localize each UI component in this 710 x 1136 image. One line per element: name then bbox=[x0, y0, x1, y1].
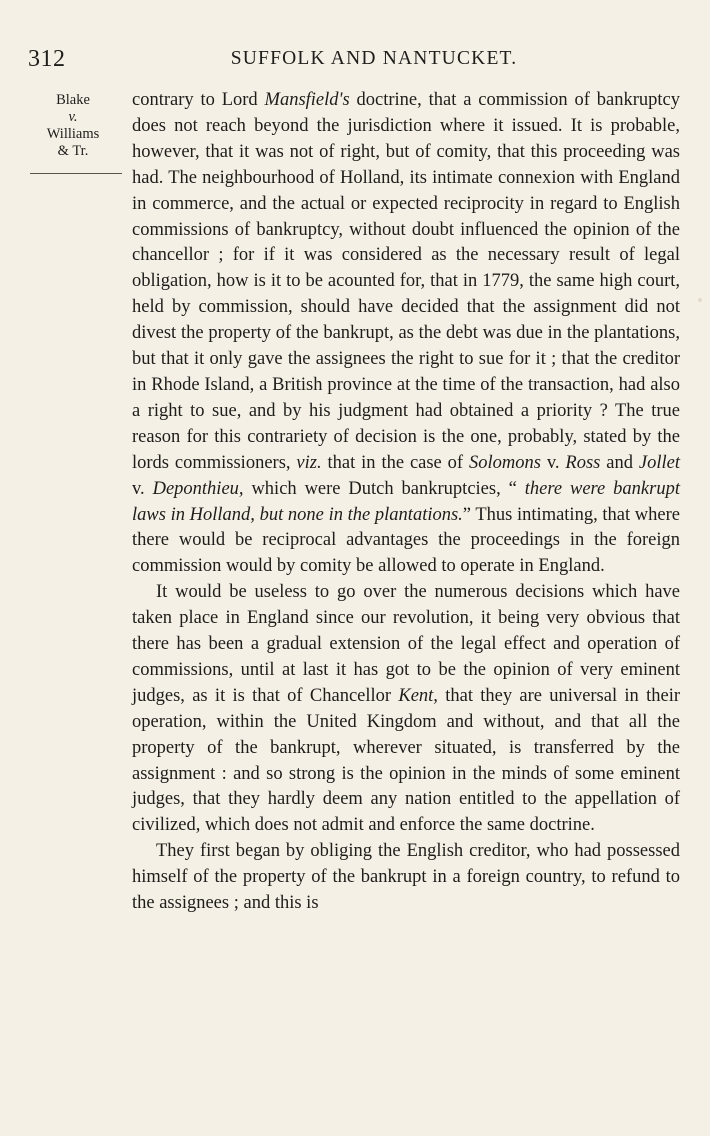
italic-run: Deponthieu, bbox=[152, 478, 244, 499]
italic-run: there were bankrupt laws in Holland, but none in the plantations. bbox=[132, 478, 680, 525]
text-run: and bbox=[600, 452, 639, 473]
italic-run: Kent, bbox=[398, 685, 438, 706]
italic-run: Ross bbox=[565, 452, 601, 473]
sidenote-versus: v. bbox=[68, 109, 78, 125]
text-run: It would be useless to go over the numerous decisions which have taken place in England since our revolution, it being very obvious that there has been a gradual extension of the legal effect and operation of commissions, until at last it has got to be the opinion of very eminent judges, as it is that of Chancellor bbox=[132, 582, 680, 706]
text-run: that in the case of bbox=[321, 452, 469, 473]
italic-run: Mansfield's bbox=[264, 90, 350, 110]
page-number: 312 bbox=[28, 46, 66, 72]
text-run: contrary to Lord bbox=[132, 90, 265, 110]
italic-run: viz. bbox=[296, 452, 322, 473]
text-run: doctrine, that a commission of bankruptcy does not reach beyond the jurisdiction where it issued. It is probable, however, that it was not of right, but of comity, that this proceeding was had. The neighbourhood of Holland, its intimate connexion with England in commerce, and the actual or expected reciprocity in regard to English commissions of bankruptcy, without doubt influenced the opinion of the chancellor ; for if it was considered as the necessary result of legal obligation, how is it to be acounted for, that in 1779, the same high court, held by commission, should have decided that the assignment did not divest the property of the bankrupt, as the debt was due in the plantations, but that it only gave the assignees the right to sue for it ; that the creditor in Rhode Island, a British province at the time of the transaction, had also a right to sue, and by his judgment had obtained a priority ? The true reason for this contrariety of decision is the one, probably, stated by the lords commissioners, bbox=[132, 90, 680, 473]
running-head: SUFFOLK AND NANTUCKET. bbox=[230, 48, 518, 69]
italic-run: Solomons bbox=[468, 452, 541, 473]
text-run: which were Dutch bankruptcies, “ bbox=[243, 478, 525, 499]
paragraph-1 bbox=[132, 88, 680, 580]
paragraph-2 bbox=[132, 580, 680, 839]
body-text bbox=[132, 88, 680, 917]
text-run: ” Thus intimating, that where there would be reciprocal advantages the proceedings in the foreign commission would by comity be allowed to operate in England. bbox=[132, 504, 680, 577]
sidenote-plaintiff: Blake bbox=[56, 92, 90, 108]
sidenote-defendant-suffix: & Tr. bbox=[57, 143, 89, 159]
sidenote-rule bbox=[30, 173, 122, 174]
text-run: They first began by obliging the English creditor, who had possessed himself of the property of the bankrupt in a foreign country, to refund to the assignees ; and this is bbox=[132, 841, 680, 914]
text-run: v. bbox=[540, 452, 566, 473]
paper-spot bbox=[698, 298, 702, 302]
italic-run: Jollet bbox=[638, 452, 680, 473]
page-header bbox=[28, 44, 680, 78]
sidenote-defendant: Williams bbox=[46, 126, 100, 142]
text-run: that they are universal in their operation, within the United Kingdom and without, and that all the property of the bankrupt, wherever situated, is transferred by the assignment : and so strong is the opinion in the minds of some eminent judges, that they hardly deem any nation entitled to the appellation of civilized, which does not admit and enforce the same doctrine. bbox=[132, 685, 680, 836]
case-sidenote bbox=[28, 92, 118, 160]
paragraph-3 bbox=[132, 839, 680, 917]
text-run: v. bbox=[132, 478, 153, 499]
